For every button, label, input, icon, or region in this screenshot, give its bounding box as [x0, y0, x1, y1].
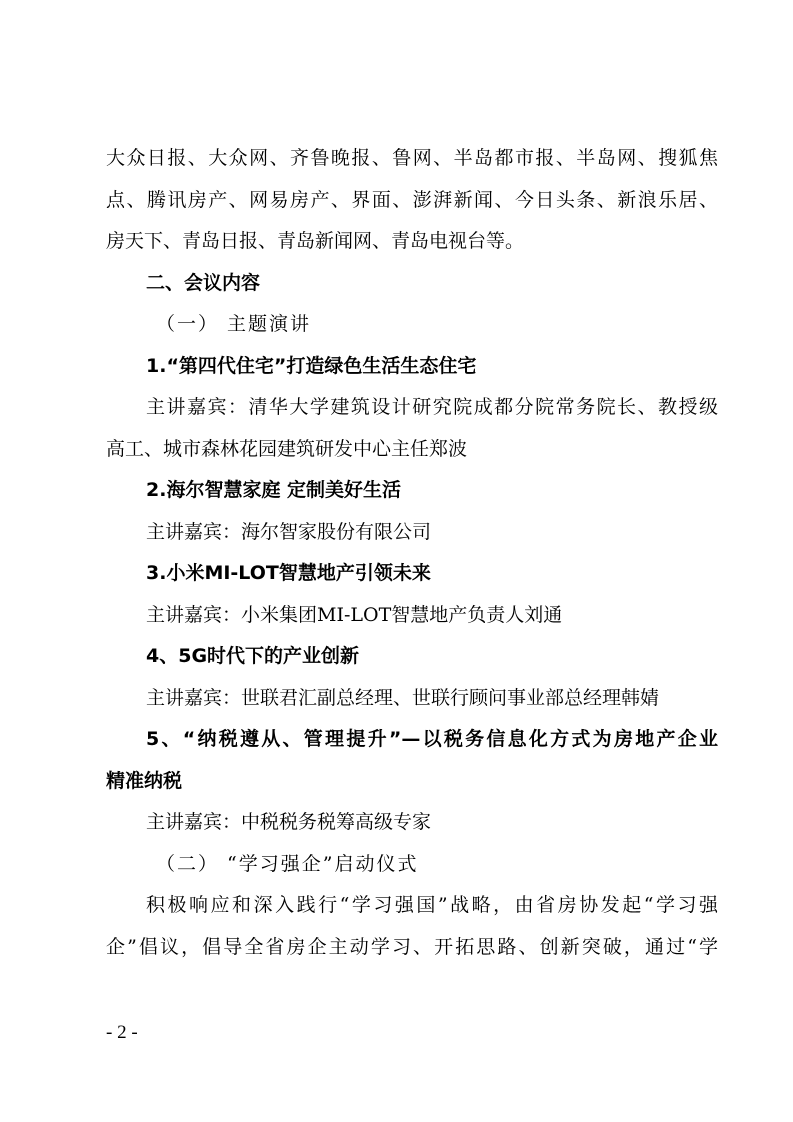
keynote-1-title: 1.“第四代住宅”打造绿色生活生态住宅 — [146, 354, 477, 377]
subsection-heading-launch-ceremony: （二） “学习强企”启动仪式 — [156, 852, 419, 875]
paragraph-line-2: 点、腾讯房产、网易房产、界面、澎湃新闻、今日头条、新浪乐居、 — [106, 188, 718, 211]
keynote-4-speaker: 主讲嘉宾：世联君汇副总经理、世联行顾问事业部总经理韩婧 — [146, 686, 660, 709]
keynote-5-title-line-2: 精准纳税 — [106, 769, 183, 792]
keynote-5-speaker: 主讲嘉宾：中税税务税筹高级专家 — [146, 811, 432, 833]
keynote-1-speaker-line-1: 主讲嘉宾：清华大学建筑设计研究院成都分院常务院长、教授级 — [146, 396, 718, 418]
keynote-4-title: 4、5G时代下的产业创新 — [146, 645, 360, 667]
paragraph-launch-line-2: 企”倡议，倡导全省房企主动学习、开拓思路、创新突破，通过“学 — [106, 935, 718, 958]
subsection-heading-keynotes: （一） 主题演讲 — [156, 313, 312, 335]
section-heading-meeting-content: 二、会议内容 — [146, 271, 261, 294]
body-text — [106, 144, 718, 974]
keynote-1-speaker-line-2: 高工、城市森林花园建筑研发中心主任郑波 — [106, 437, 468, 460]
keynote-3-title: 3.小米MI-LOT智慧地产引领未来 — [146, 562, 431, 584]
page-number: - 2 - — [106, 1022, 138, 1043]
keynote-2-speaker: 主讲嘉宾：海尔智家股份有限公司 — [146, 520, 432, 543]
keynote-5-title-line-1: 5、“纳税遵从、管理提升”—以税务信息化方式为房地产企业 — [146, 728, 718, 750]
keynote-2-title: 2.海尔智慧家庭 定制美好生活 — [146, 479, 402, 501]
keynote-3-speaker: 主讲嘉宾：小米集团MI-LOT智慧地产负责人刘通 — [146, 603, 563, 626]
paragraph-line-1: 大众日报、大众网、齐鲁晚报、鲁网、半岛都市报、半岛网、搜狐焦 — [106, 147, 718, 169]
paragraph-line-3: 房天下、青岛日报、青岛新闻网、青岛电视台等。 — [106, 230, 525, 252]
paragraph-launch-line-1: 积极响应和深入践行“学习强国”战略，由省房协发起“学习强 — [146, 894, 718, 916]
